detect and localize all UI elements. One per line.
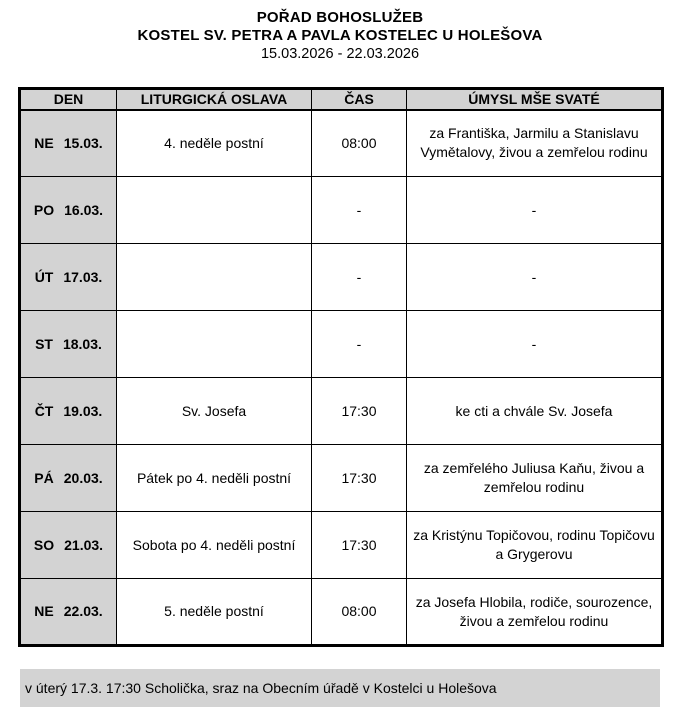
celebration-cell <box>117 177 312 244</box>
celebration-cell: Pátek po 4. neděli postní <box>117 445 312 512</box>
time-cell: 17:30 <box>312 445 407 512</box>
column-header-liturgicka-oslava: LITURGICKÁ OSLAVA <box>117 89 312 110</box>
date-range: 15.03.2026 - 22.03.2026 <box>260 46 420 62</box>
day-abbr: ÚT <box>34 268 54 285</box>
day-date: 18.03. <box>62 335 102 352</box>
time-cell: - <box>312 177 407 244</box>
day-date: 19.03. <box>63 402 103 419</box>
day-cell <box>20 579 117 646</box>
table-row <box>20 445 663 512</box>
day-date: 22.03. <box>63 603 103 619</box>
table-row <box>20 244 663 311</box>
time-cell: 08:00 <box>312 579 407 646</box>
intention-cell: za Františka, Jarmilu a Stanislavu Vymětalovy, živou a zemřelou rodinu <box>407 110 663 177</box>
day-date: 21.03. <box>64 536 104 553</box>
day-abbr: SO <box>33 536 55 553</box>
column-header-den: DEN <box>20 89 117 110</box>
day-cell <box>20 244 117 311</box>
day-cell <box>20 378 117 445</box>
intention-cell: za zemřelého Juliusa Kaňu, živou a zemřelou rodinu <box>407 445 663 512</box>
table-row <box>20 311 663 378</box>
column-header-umysl-mse-svate: ÚMYSL MŠE SVATÉ <box>407 89 663 110</box>
time-cell: 17:30 <box>312 378 407 445</box>
celebration-cell <box>117 244 312 311</box>
intention-cell: za Kristýnu Topičovou, rodinu Topičovu a Grygerovu <box>407 512 663 579</box>
schedule-table-body <box>20 110 663 646</box>
day-date: 17.03. <box>63 268 103 285</box>
day-abbr: NE <box>34 603 54 619</box>
day-abbr: ČT <box>34 402 54 419</box>
intention-cell: - <box>407 244 663 311</box>
title-block <box>0 0 680 64</box>
time-cell: 08:00 <box>312 110 407 177</box>
column-header-cas: ČAS <box>312 89 407 110</box>
celebration-cell: 5. neděle postní <box>117 579 312 646</box>
intention-cell: - <box>407 311 663 378</box>
intention-cell: za Josefa Hlobila, rodiče, sourozence, živou a zemřelou rodinu <box>407 579 663 646</box>
celebration-cell: Sv. Josefa <box>117 378 312 445</box>
celebration-cell: 4. neděle postní <box>117 110 312 177</box>
day-cell <box>20 177 117 244</box>
footer-note: v úterý 17.3. 17:30 Scholička, sraz na Obecním úřadě v Kostelci u Holešova <box>20 669 660 707</box>
day-cell <box>20 512 117 579</box>
intention-cell: ke cti a chvále Sv. Josefa <box>407 378 663 445</box>
day-cell <box>20 110 117 177</box>
table-header-row <box>20 89 663 110</box>
day-abbr: NE <box>34 134 54 151</box>
celebration-cell <box>117 311 312 378</box>
day-date: 16.03. <box>64 201 104 218</box>
intention-cell: - <box>407 177 663 244</box>
time-cell: - <box>312 311 407 378</box>
church-name: KOSTEL SV. PETRA A PAVLA KOSTELEC U HOLEŠOVA <box>137 27 543 44</box>
day-abbr: PO <box>33 201 55 218</box>
day-cell <box>20 445 117 512</box>
time-cell: - <box>312 244 407 311</box>
day-cell <box>20 311 117 378</box>
day-date: 15.03. <box>63 134 103 151</box>
schedule-table <box>18 87 664 647</box>
table-row <box>20 579 663 646</box>
day-abbr: ST <box>35 335 53 352</box>
celebration-cell: Sobota po 4. neděli postní <box>117 512 312 579</box>
day-date: 20.03. <box>63 469 103 486</box>
table-row <box>20 378 663 445</box>
table-row <box>20 177 663 244</box>
day-abbr: PÁ <box>34 469 54 486</box>
table-row <box>20 110 663 177</box>
time-cell: 17:30 <box>312 512 407 579</box>
page-title: POŘAD BOHOSLUŽEB <box>256 9 424 26</box>
table-row <box>20 512 663 579</box>
